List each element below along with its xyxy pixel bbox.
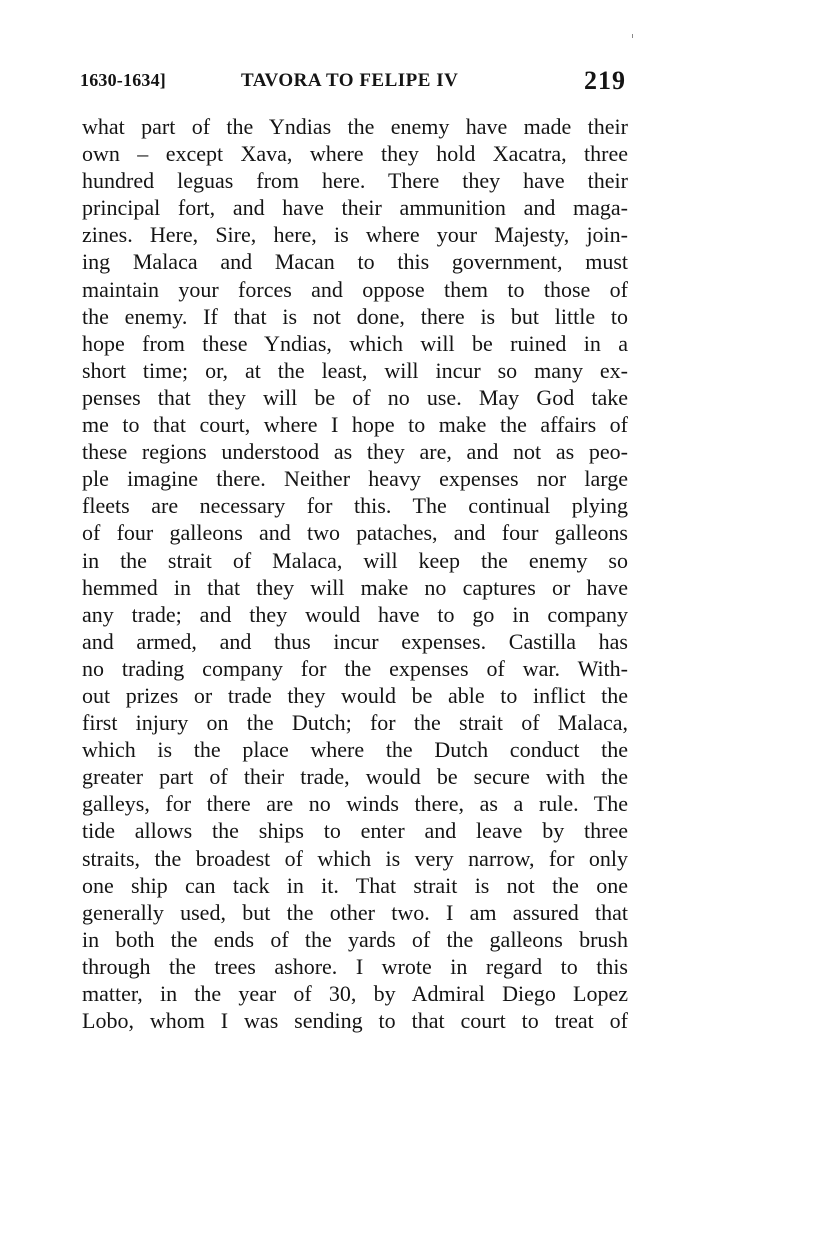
text-line: out prizes or trade they would be able to inflict the	[82, 682, 628, 708]
text-line: fleets are necessary for this. The continual plying	[82, 493, 628, 519]
text-line: and armed, and thus incur expenses. Castilla has	[82, 628, 628, 654]
text-line: principal fort, and have their ammunition and maga-	[82, 195, 628, 221]
text-line: greater part of their trade, would be secure with the	[82, 764, 628, 790]
text-line: hope from these Yndias, which will be ruined in a	[82, 330, 628, 356]
text-line: hundred leguas from here. There they have their	[82, 168, 628, 194]
text-line: own – except Xava, where they hold Xacatra, three	[82, 141, 628, 167]
page-header	[80, 66, 626, 96]
text-line: first injury on the Dutch; for the strait of Malaca,	[82, 710, 628, 736]
text-line: ing Malaca and Macan to this government, must	[82, 249, 628, 275]
text-line: Lobo, whom I was sending to that court to treat of	[82, 1008, 628, 1034]
text-line: in the strait of Malaca, will keep the enemy so	[82, 547, 628, 573]
text-line: matter, in the year of 30, by Admiral Diego Lopez	[82, 981, 628, 1006]
text-line: in both the ends of the yards of the galleons brush	[82, 926, 628, 952]
text-line: of four galleons and two pataches, and four galleons	[82, 520, 628, 546]
header-running-title: TAVORA TO FELIPE IV	[241, 70, 459, 91]
text-line: which is the place where the Dutch conduct the	[82, 737, 628, 763]
text-line: through the trees ashore. I wrote in regard to this	[82, 953, 628, 979]
text-line: these regions understood as they are, and not as peo-	[82, 439, 628, 465]
text-line: short time; or, at the least, will incur so many ex-	[82, 357, 628, 383]
text-line: tide allows the ships to enter and leave by three	[82, 818, 628, 844]
text-line: galleys, for there are no winds there, as a rule. The	[82, 791, 628, 817]
text-line: ple imagine there. Neither heavy expenses nor large	[82, 466, 628, 492]
text-line: the enemy. If that is not done, there is but little to	[82, 303, 628, 329]
stray-mark	[632, 34, 633, 38]
header-date-range: 1630-1634]	[80, 70, 166, 90]
text-line: zines. Here, Sire, here, is where your Majesty, join-	[82, 222, 628, 248]
text-line: penses that they will be of no use. May God take	[82, 384, 628, 410]
text-line: hemmed in that they will make no captures or have	[82, 574, 628, 600]
body-text	[82, 113, 628, 1034]
text-line: generally used, but the other two. I am assured that	[82, 899, 628, 925]
text-line: any trade; and they would have to go in company	[82, 601, 628, 627]
text-line: me to that court, where I hope to make the affairs of	[82, 412, 628, 438]
text-line: maintain your forces and oppose them to those of	[82, 276, 628, 302]
text-line: one ship can tack in it. That strait is not the one	[82, 872, 628, 898]
text-line: no trading company for the expenses of war. With-	[82, 655, 628, 681]
header-page-number: 219	[584, 66, 626, 95]
text-line: straits, the broadest of which is very narrow, for only	[82, 845, 628, 871]
text-line: what part of the Yndias the enemy have made their	[82, 114, 628, 139]
